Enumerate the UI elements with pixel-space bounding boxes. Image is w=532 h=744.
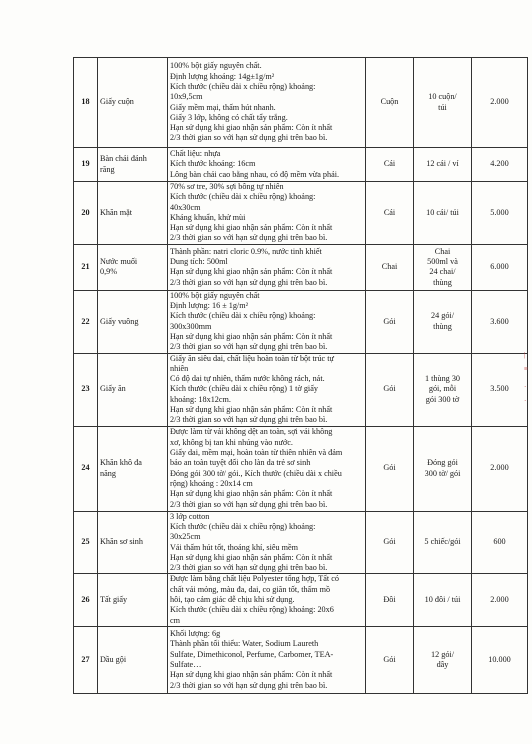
table-body [74,58,528,694]
margin-mark: · [524,383,527,391]
packaging [414,511,472,574]
product-name-line: 0,9% [100,267,118,277]
product-spec-line: cm [170,615,181,625]
product-unit: Đôi [366,574,414,626]
product-spec-line: Vải thấm hút tốt, thoáng khí, siêu mềm [170,542,299,552]
row-number: 23 [74,353,98,426]
margin-mark: · [524,397,527,405]
packaging [414,426,472,511]
product-spec-line: bảo an toàn tuyệt đối cho làn da trẻ sơ sinh [170,458,311,468]
product-name-line: năng [100,468,116,478]
unit-price: 600 [472,511,528,574]
product-name-line: Tất giấy [100,595,128,605]
product-spec-line: chất vải mỏng, màu đa, dai, co giãn tốt, thấm mồ [170,584,331,594]
packaging-line: thùng [433,277,452,287]
product-spec-line: xơ, không bị tan khi nhúng vào nước. [170,437,293,447]
product-name-line: Khăn sơ sinh [100,537,143,547]
product-spec-line: 3 lớp cotton [170,511,210,521]
product-spec [168,574,366,626]
packaging [414,244,472,290]
product-name [98,182,168,245]
product-name-line: Giấy cuộn [100,97,134,107]
product-spec-line: 70% sơ tre, 30% sợi bông tự nhiên [170,182,284,191]
packaging [414,58,472,148]
packaging-line: dây [436,659,449,669]
product-spec [168,182,366,245]
unit-price: 2.000 [472,58,528,148]
product-name [98,626,168,693]
product-spec-line: hôi, tạo cảm giác dễ chịu khi sử dụng. [170,595,295,605]
product-spec-line: Thành phần: natri cloric 0.9%, nước tinh khiết [170,246,322,256]
product-unit: Gói [366,426,414,511]
product-name [98,290,168,353]
product-spec-line: 100% bột giấy nguyên chất [170,290,260,300]
product-spec [168,148,366,182]
product-spec-line: 2/3 thời gian so với hạn sử dụng ghi trên bao bì. [170,499,328,509]
product-spec-line: rộng) khoảng : 20x14 cm [170,478,253,488]
product-spec-line: Kháng khuẩn, khử mùi [170,212,246,222]
row-number: 25 [74,511,98,574]
product-spec-line: 2/3 thời gian so với hạn sử dụng ghi trên bao bì. [170,415,328,425]
product-unit: Cuộn [366,58,414,148]
product-spec-line: Giấy ăn siêu dai, chất liệu hoàn toàn từ bột trúc tự [170,353,334,363]
packaging [414,290,472,353]
unit-price: 3.500 [472,353,528,426]
product-spec-line: Kích thước khoảng: 16cm [170,159,256,169]
row-number: 22 [74,290,98,353]
product-name [98,353,168,426]
product-spec [168,58,366,148]
product-spec-line: Được làm từ vải không dệt an toàn, sợi vải không [170,427,333,437]
product-name-line: Dầu gội [100,654,127,664]
product-spec-line: Được làm bằng chất liệu Polyester tổng hợp, Tất có [170,574,339,584]
product-spec-line: 2/3 thời gian so với hạn sử dụng ghi trên bao bì. [170,563,328,573]
product-spec-line: Hạn sử dụng khi giao nhận sản phẩm: Còn ít nhất [170,552,333,562]
packaging [414,353,472,426]
product-spec-line: 2/3 thời gian so với hạn sử dụng ghi trên bao bì. [170,277,328,287]
table-row [74,574,528,626]
product-spec-line: Dung tích: 500ml [170,256,228,266]
packaging [414,148,472,182]
table-row [74,244,528,290]
product-unit: Gói [366,511,414,574]
product-spec [168,626,366,693]
unit-price: 6.000 [472,244,528,290]
product-spec-line: Chất liệu: nhựa [170,149,221,159]
product-spec-line: Hạn sử dụng khi giao nhận sản phẩm: Còn ít nhất [170,267,333,277]
packaging-line: 300 tờ/ gói [424,468,461,478]
packaging-line: gói, mỗi [428,384,457,394]
product-unit: Chai [366,244,414,290]
product-spec-line: 100% bột giấy nguyên chất. [170,61,262,71]
product-spec-line: 300x300mm [170,321,212,331]
row-number: 26 [74,574,98,626]
product-name-line: Khăn mặt [100,207,133,217]
packaging [414,626,472,693]
product-name [98,511,168,574]
product-spec-line: Định lượng khoảng: 14g±1g/m² [170,71,275,81]
product-spec [168,244,366,290]
product-spec-table [73,57,528,694]
packaging-line: túi [438,102,447,112]
table-row [74,182,528,245]
row-number: 27 [74,626,98,693]
product-spec-line: 2/3 thời gian so với hạn sử dụng ghi trên bao bì. [170,133,328,143]
product-spec-line: Giấy dai, mềm mại, hoàn toàn từ thiên nhiên và đảm [170,448,343,458]
product-spec-line: Kích thước (chiều dài x chiều rộng) khoảng: 20x6 [170,605,334,615]
product-name-line: Bàn chải đánh [100,154,147,164]
product-spec-line: Sulfate… [170,659,202,669]
product-spec-line: Hạn sử dụng khi giao nhận sản phẩm: Còn ít nhất [170,405,333,415]
product-name [98,148,168,182]
packaging-line: Đóng gói [427,458,458,468]
product-name-line: Giấy vuông [100,316,139,326]
product-name [98,58,168,148]
packaging-line: 24 chai/ [429,267,456,277]
table-row [74,511,528,574]
product-name-line: Giấy ăn [100,384,126,394]
packaging-line: 24 gói/ [431,311,454,321]
product-spec-line: Kích thước (chiều dài x chiều rộng) 1 tờ giấy [170,384,318,394]
unit-price: 2.000 [472,426,528,511]
packaging-line: gói 300 tờ [425,394,460,404]
packaging-line: 12 gói/ [431,649,454,659]
product-spec-line: Lông bàn chải cao bằng nhau, có độ mềm vừa phải. [170,169,340,179]
product-spec [168,353,366,426]
unit-price: 2.000 [472,574,528,626]
product-spec-line: 2/3 thời gian so với hạn sử dụng ghi trên bao bì. [170,680,328,690]
row-number: 19 [74,148,98,182]
product-spec-line: Hạn sử dụng khi giao nhận sản phẩm: Còn ít nhất [170,223,333,233]
table-row [74,626,528,693]
product-spec-line: Hạn sử dụng khi giao nhận sản phẩm: Còn ít nhất [170,489,333,499]
row-number: 24 [74,426,98,511]
packaging-line: thùng [433,321,452,331]
packaging-line: 10 đôi / túi [424,595,461,605]
table-row [74,426,528,511]
product-spec-line: Có độ dai tự nhiên, thấm nước không rách, nát. [170,374,325,384]
packaging-line: 10 cái/ túi [426,207,459,217]
product-spec-line: nhiên [170,363,189,373]
product-unit: Cái [366,182,414,245]
packaging-line: 5 chiếc/gói [424,537,461,547]
product-spec-line: 2/3 thời gian so với hạn sử dụng ghi trên bao bì. [170,342,328,352]
product-spec [168,290,366,353]
product-spec-line: 40x30cm [170,202,201,212]
product-unit: Cái [366,148,414,182]
table-row [74,58,528,148]
product-spec-line: Kích thước (chiều dài x chiều rộng) khoảng: [170,521,316,531]
product-spec-line: Giấy 3 lớp, không có chất tẩy trắng. [170,112,288,122]
product-spec-line: Đóng gói 300 tờ/ gói., Kích thước (chiều dài x chiều [170,468,342,478]
packaging [414,574,472,626]
packaging-line: 12 cái / vỉ [426,159,459,169]
product-spec-line: Giấy mềm mại, thấm hút nhanh. [170,102,276,112]
product-spec-line: Kích thước (chiều dài x chiều rộng) khoảng: [170,81,316,91]
product-spec-line: Sulfate, Dimethiconol, Perfume, Carbomer, TEA- [170,649,334,659]
product-spec-line: Hạn sử dụng khi giao nhận sản phẩm: Còn ít nhất [170,670,333,680]
table-row [74,148,528,182]
product-spec [168,426,366,511]
row-number: 20 [74,182,98,245]
unit-price: 3.600 [472,290,528,353]
product-spec-line: khoảng: 18x12cm. [170,394,231,404]
product-spec-line: Hạn sử dụng khi giao nhận sản phẩm: Còn ít nhất [170,123,333,133]
product-spec-line: Hạn sử dụng khi giao nhận sản phẩm: Còn ít nhất [170,331,333,341]
unit-price: 5.000 [472,182,528,245]
product-spec-line: 30x25cm [170,532,201,542]
packaging-line: 1 thùng 30 [424,374,461,384]
product-unit: Gói [366,626,414,693]
product-spec-line: Thành phần tối thiểu: Water, Sodium Laureth [170,639,319,649]
product-name [98,244,168,290]
product-name-line: Khăn khô đa [100,458,142,468]
document-page [73,57,527,694]
packaging-line: Chai [434,246,451,256]
product-spec-line: Khối lượng: 6g [170,629,221,639]
packaging [414,182,472,245]
product-spec-line: 2/3 thời gian so với hạn sử dụng ghi trên bao bì. [170,233,328,243]
packaging-line: 10 cuộn/ [428,92,457,102]
unit-price: 4.200 [472,148,528,182]
product-name-line: răng [100,164,115,174]
product-name [98,574,168,626]
table-row [74,290,528,353]
product-name [98,426,168,511]
unit-price: 10.000 [472,626,528,693]
row-number: 21 [74,244,98,290]
product-name-line: Nước muối [100,256,138,266]
product-unit: Gói [366,353,414,426]
product-spec-line: Định lượng: 16 ± 1g/m² [170,301,249,311]
product-spec [168,511,366,574]
product-unit: Gói [366,290,414,353]
packaging-line: 500ml và [427,256,458,266]
margin-mark: ≡ [524,365,528,373]
product-spec-line: 10x9,5cm [170,92,203,102]
table-row [74,353,528,426]
product-spec-line: Kích thước (chiều dài x chiều rộng) khoảng: [170,311,316,321]
margin-mark: | [524,351,526,359]
product-spec-line: Kích thước (chiều dài x chiều rộng) khoảng: [170,192,316,202]
row-number: 18 [74,58,98,148]
